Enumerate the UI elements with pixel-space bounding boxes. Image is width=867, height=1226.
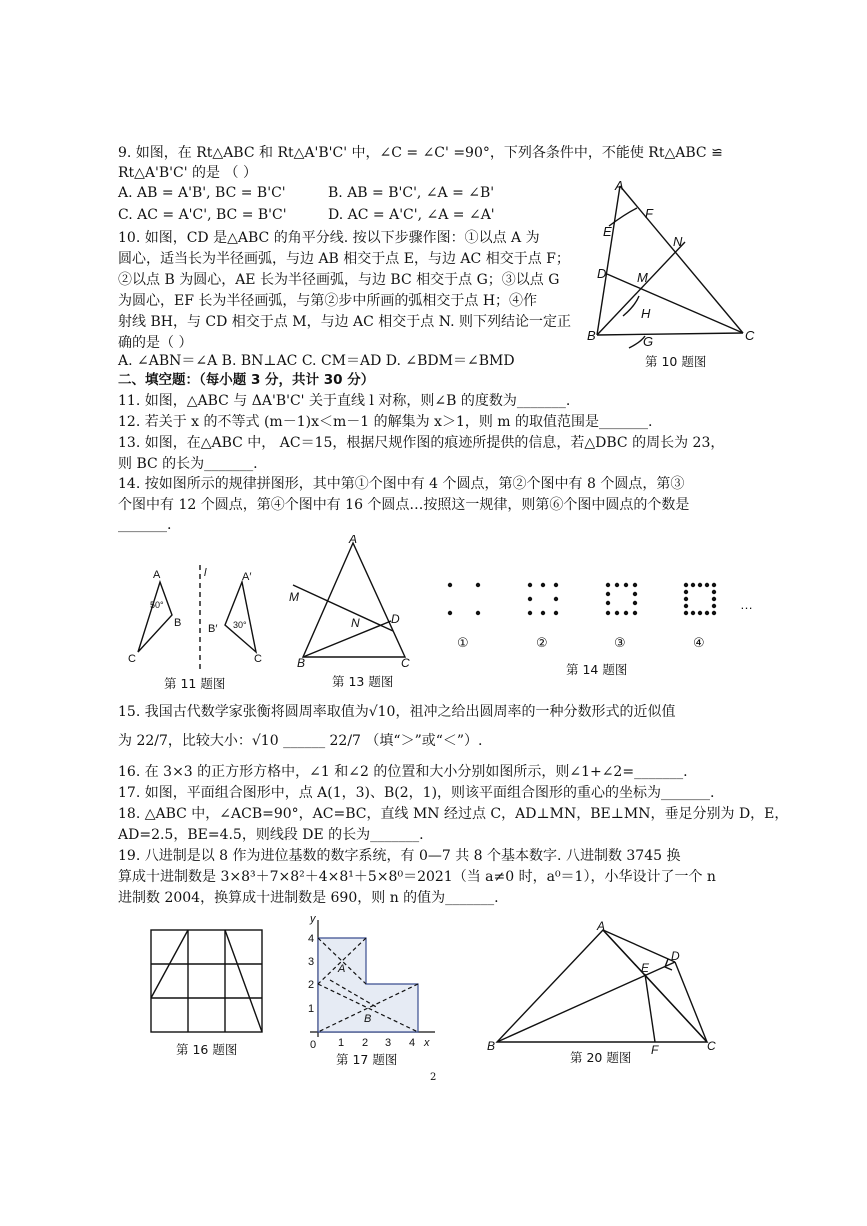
figure-14 — [440, 575, 770, 655]
q19-line-3: 进制数 2004，换算成十进制数是 690，则 n 的值为_______. — [118, 890, 499, 906]
svg-text:4: 4 — [409, 1037, 416, 1049]
svg-text:A: A — [338, 963, 346, 975]
fig17-caption: 第 17 题图 — [336, 1052, 398, 1067]
svg-text:1: 1 — [308, 1003, 315, 1015]
q10-options: A. ∠ABN＝∠A B. BN⊥AC C. CM＝AD D. ∠BDM＝∠BMD — [118, 353, 515, 369]
figure-17 — [300, 912, 440, 1052]
svg-text:B′: B′ — [208, 623, 218, 635]
svg-text:F: F — [651, 1043, 659, 1055]
svg-text:②: ② — [536, 635, 548, 650]
svg-text:H: H — [641, 306, 651, 321]
fig10-caption: 第 10 题图 — [645, 354, 707, 369]
svg-text:B: B — [487, 1039, 496, 1053]
svg-text:3: 3 — [385, 1037, 392, 1049]
q9-line-1: 9. 如图，在 Rt△ABC 和 Rt△A'B'C' 中，∠C = ∠C' =90°，下列各条件中，不能使 Rt△ABC ≌ — [118, 145, 723, 161]
svg-text:G: G — [643, 334, 654, 349]
section-2-heading: 二、填空题：（每小题 3 分，共计 30 分） — [118, 372, 375, 388]
q10-line-2: 圆心，适当长为半径画弧，与边 AB 相交于点 E，与边 AC 相交于点 F； — [118, 251, 570, 267]
svg-text:①: ① — [457, 635, 469, 650]
q13-line-2: 则 BC 的长为_______. — [118, 456, 258, 472]
svg-text:B: B — [364, 1013, 372, 1025]
q9-option-c: C. AC = A'C', BC = B'C' — [118, 207, 287, 223]
svg-text:4: 4 — [308, 933, 315, 945]
svg-text:A′: A′ — [242, 571, 252, 583]
svg-text:30°: 30° — [233, 620, 247, 630]
svg-text:C: C — [745, 328, 755, 343]
svg-text:A: A — [597, 920, 606, 933]
fig13-caption: 第 13 题图 — [332, 674, 394, 689]
svg-text:E: E — [641, 961, 650, 975]
q14-line-1: 14. 按如图所示的规律拼图形，其中第①个图中有 4 个圆点，第②个图中有 8 个圆点，第③ — [118, 476, 685, 492]
svg-text:A: A — [615, 178, 624, 193]
svg-text:E: E — [603, 224, 612, 239]
q10-line-1: 10. 如图，CD 是△ABC 的角平分线. 按以下步骤作图：①以点 A 为 — [118, 230, 540, 246]
svg-text:M: M — [637, 270, 648, 285]
fig11-caption: 第 11 题图 — [164, 676, 226, 691]
svg-text:2: 2 — [308, 979, 315, 991]
svg-text:B: B — [174, 617, 182, 629]
svg-text:D: D — [597, 266, 607, 281]
q19-line-2: 算成十进制数是 3×8³＋7×8²＋4×8¹＋5×8⁰＝2021（当 a≠0 时，a⁰＝1），小华设计了一个 n — [118, 869, 716, 885]
q15-line-1: 15. 我国古代数学家张衡将圆周率取值为√10，祖冲之给出圆周率的一种分数形式的近似值 — [118, 704, 676, 720]
figure-11 — [120, 560, 280, 675]
svg-text:A: A — [153, 569, 161, 581]
q10-line-4: 为圆心，EF 长为半径画弧，与第②步中所画的弧相交于点 H；④作 — [118, 293, 538, 309]
q10-line-3: ②以点 B 为圆心，AE 长为半径画弧，与边 BC 相交于点 G；③以点 G — [118, 272, 560, 288]
q9-option-d: D. AC = A'C', ∠A = ∠A' — [328, 207, 495, 223]
q9-option-a: A. AB = A'B', BC = B'C' — [118, 185, 286, 201]
q17: 17. 如图，平面组合图形中，点 A(1，3)、B(2，1)，则该平面组合图形的重心的坐标为_______. — [118, 785, 715, 801]
svg-text:0: 0 — [310, 1039, 317, 1051]
q9-line-2: Rt△A'B'C' 的是 （ ） — [118, 165, 257, 181]
q9-option-b: B. AB = B'C', ∠A = ∠B' — [328, 185, 495, 201]
q18-line-2: AD=2.5，BE=4.5，则线段 DE 的长为_______. — [118, 827, 424, 843]
svg-text:③: ③ — [614, 635, 626, 650]
svg-text:M: M — [289, 590, 299, 604]
q14-line-2: 个图中有 12 个圆点，第④个图中有 16 个圆点…按照这一规律，则第⑥个图中圆点的个数是 — [118, 497, 690, 513]
svg-text:F: F — [645, 206, 653, 221]
q12: 12. 若关于 x 的不等式 (m－1)x＜m－1 的解集为 x＞1，则 m 的取值范围是_______. — [118, 414, 653, 430]
fig14-caption: 第 14 题图 — [566, 662, 628, 677]
figure-16 — [148, 927, 268, 1037]
svg-text:④: ④ — [693, 635, 705, 650]
svg-text:…: … — [740, 597, 753, 612]
svg-text:2: 2 — [362, 1037, 369, 1049]
q19-line-1: 19. 八进制是以 8 作为进位基数的数字系统，有 0—7 共 8 个基本数字. 八进制数 3745 换 — [118, 848, 681, 864]
svg-text:x: x — [424, 1037, 430, 1049]
q10-line-6: 确的是（ ） — [118, 335, 193, 351]
q10-line-5: 射线 BH，与 CD 相交于点 M，与边 AC 相交于点 N. 则下列结论一定正 — [118, 314, 571, 330]
figure-13 — [283, 535, 428, 670]
q18-line-1: 18. △ABC 中，∠ACB=90°，AC=BC，直线 MN 经过点 C，AD⊥MN，BE⊥MN，垂足分别为 D，E， — [118, 806, 789, 822]
q11: 11. 如图，△ABC 与 ΔA'B'C' 关于直线 l 对称，则∠B 的度数为_______. — [118, 393, 571, 409]
svg-text:B: B — [297, 656, 306, 670]
fig20-caption: 第 20 题图 — [570, 1050, 632, 1065]
svg-text:A: A — [349, 535, 358, 546]
svg-text:1: 1 — [338, 1037, 345, 1049]
fig16-caption: 第 16 题图 — [176, 1042, 238, 1057]
svg-text:C: C — [707, 1039, 716, 1053]
svg-text:D: D — [391, 612, 400, 626]
q16: 16. 在 3×3 的正方形方格中，∠1 和∠2 的位置和大小分别如图所示，则∠1+∠2=_______. — [118, 764, 688, 780]
q15-line-2: 为 22/7，比较大小：√10 ______ 22/7 （填“＞”或“＜”）. — [118, 733, 483, 749]
figure-20 — [485, 920, 720, 1055]
svg-text:l: l — [204, 567, 207, 579]
q14-line-3: _______. — [118, 517, 172, 533]
page-number: 2 — [430, 1072, 437, 1083]
svg-text:3: 3 — [308, 956, 315, 968]
svg-text:N: N — [351, 616, 360, 630]
figure-10 — [585, 178, 765, 358]
svg-text:B: B — [587, 328, 596, 343]
svg-text:C: C — [401, 656, 410, 670]
svg-text:D: D — [671, 949, 680, 963]
svg-text:N: N — [673, 234, 683, 249]
svg-text:y: y — [310, 913, 316, 925]
svg-text:50°: 50° — [150, 600, 164, 610]
svg-text:C: C — [128, 653, 136, 665]
svg-text:C: C — [254, 653, 262, 665]
q13-line-1: 13. 如图，在△ABC 中， AC＝15，根据尺规作图的痕迹所提供的信息，若△DBC 的周长为 23， — [118, 435, 725, 451]
